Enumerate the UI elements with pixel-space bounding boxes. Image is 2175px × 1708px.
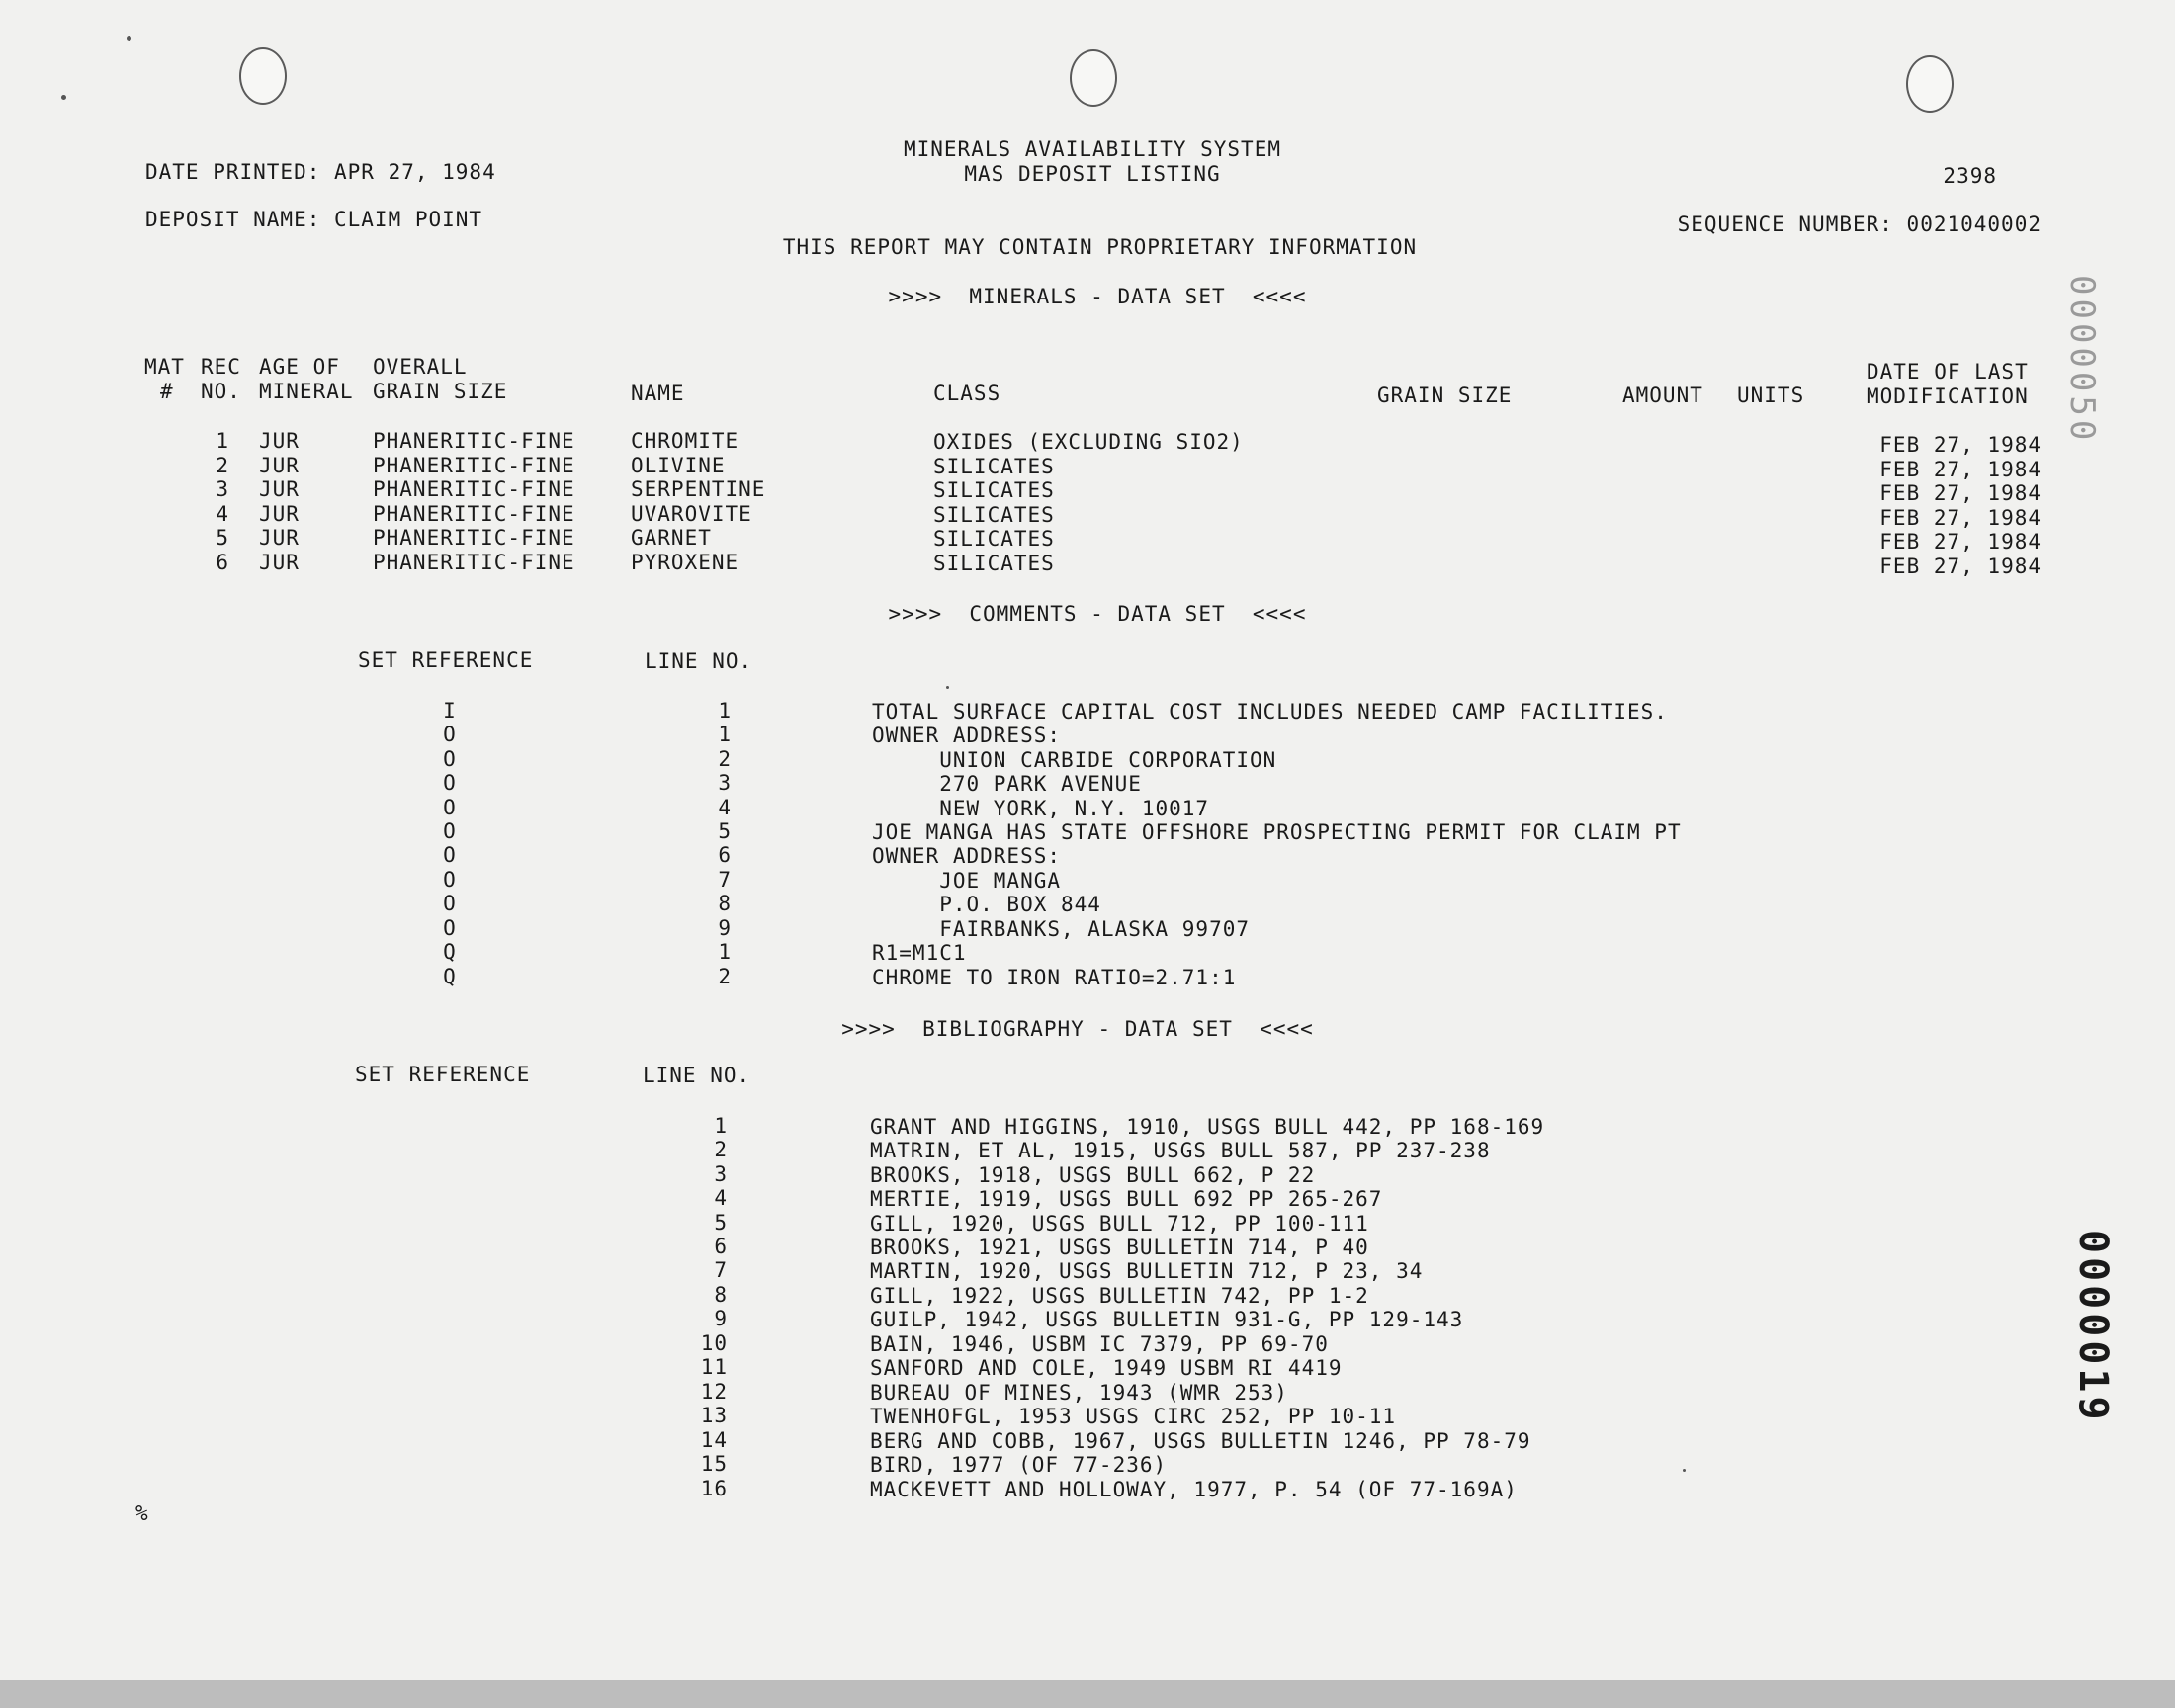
- mineral-class: SILICATES: [933, 552, 1055, 575]
- mineral-class: OXIDES (EXCLUDING SIO2): [933, 430, 1244, 454]
- reference-text: MATRIN, ET AL, 1915, USGS BULL 587, PP 237-238: [870, 1139, 1491, 1162]
- age-of-mineral: JUR: [259, 551, 300, 574]
- overall-grain-size: PHANERITIC-FINE: [373, 477, 575, 501]
- line-number: 1: [718, 699, 732, 723]
- margin-stamp-top: 0000050: [2062, 275, 2102, 445]
- line-number: 3: [718, 771, 732, 795]
- reference-text: MARTIN, 1920, USGS BULLETIN 712, P 23, 34: [870, 1259, 1424, 1283]
- reference-text: BROOKS, 1918, USGS BULL 662, P 22: [870, 1163, 1316, 1187]
- bibliography-set-reference-header: SET REFERENCE: [355, 1063, 531, 1086]
- overall-grain-size: PHANERITIC-FINE: [373, 454, 575, 477]
- set-reference: I: [443, 699, 457, 723]
- mineral-class: SILICATES: [933, 503, 1055, 527]
- header-date-of-last: DATE OF LAST: [1867, 360, 2029, 384]
- line-number: 1: [718, 723, 732, 746]
- line-number: 5: [718, 819, 732, 843]
- header-rec: REC: [201, 355, 241, 379]
- comment-text: TOTAL SURFACE CAPITAL COST INCLUDES NEEDED CAMP FACILITIES.: [872, 700, 1668, 724]
- line-number: 8: [718, 892, 732, 915]
- modification-date: FEB 27, 1984: [1879, 481, 2042, 505]
- margin-stamp-bottom: 0000019: [2070, 1230, 2116, 1424]
- reference-text: BIRD, 1977 (OF 77-236): [870, 1453, 1168, 1477]
- reference-text: BAIN, 1946, USBM IC 7379, PP 69-70: [870, 1332, 1329, 1356]
- set-reference: Q: [443, 965, 457, 988]
- comment-text: FAIRBANKS, ALASKA 99707: [872, 917, 1251, 941]
- mineral-class: SILICATES: [933, 455, 1055, 478]
- sequence-number: SEQUENCE NUMBER: 0021040002: [1677, 213, 2042, 236]
- comments-set-reference-header: SET REFERENCE: [358, 648, 534, 672]
- set-reference: O: [443, 723, 457, 746]
- line-number: 4: [718, 796, 732, 819]
- header-hash: #: [160, 380, 174, 403]
- overall-grain-size: PHANERITIC-FINE: [373, 551, 575, 574]
- comment-text: P.O. BOX 844: [872, 893, 1101, 916]
- header-name: NAME: [631, 382, 685, 405]
- reference-text: GRANT AND HIGGINS, 1910, USGS BULL 442, PP 168-169: [870, 1115, 1545, 1139]
- percent-mark: %: [135, 1501, 149, 1525]
- modification-date: FEB 27, 1984: [1879, 433, 2042, 457]
- speck: [946, 686, 949, 689]
- punch-hole-left: [239, 47, 287, 105]
- punch-hole-right: [1906, 55, 1954, 113]
- modification-date: FEB 27, 1984: [1879, 555, 2042, 578]
- age-of-mineral: JUR: [259, 477, 300, 501]
- age-of-mineral: JUR: [259, 502, 300, 526]
- age-of-mineral: JUR: [259, 429, 300, 453]
- comment-text: OWNER ADDRESS:: [872, 724, 1062, 747]
- line-number: 6: [718, 843, 732, 867]
- set-reference: O: [443, 747, 457, 771]
- line-number: 2: [718, 747, 732, 771]
- modification-date: FEB 27, 1984: [1879, 506, 2042, 530]
- reference-text: BERG AND COBB, 1967, USGS BULLETIN 1246, PP 78-79: [870, 1429, 1531, 1453]
- reference-text: MACKEVETT AND HOLLOWAY, 1977, P. 54 (OF 77-169A): [870, 1478, 1518, 1501]
- reference-text: TWENHOFGL, 1953 USGS CIRC 252, PP 10-11: [870, 1405, 1397, 1428]
- comment-text: CHROME TO IRON RATIO=2.71:1: [872, 966, 1237, 989]
- mineral-class: SILICATES: [933, 527, 1055, 551]
- line-number: 15: [700, 1452, 728, 1476]
- line-number: 6: [714, 1235, 728, 1258]
- header-amount: AMOUNT: [1622, 384, 1703, 407]
- comment-text: UNION CARBIDE CORPORATION: [872, 748, 1277, 772]
- set-reference: O: [443, 916, 457, 940]
- page-number: 2398: [1943, 164, 1997, 188]
- comments-section-title: >>>> COMMENTS - DATA SET <<<<: [888, 602, 1307, 626]
- header-overall: OVERALL: [373, 355, 468, 379]
- mineral-name: GARNET: [631, 526, 712, 550]
- comment-text: JOE MANGA HAS STATE OFFSHORE PROSPECTING PERMIT FOR CLAIM PT: [872, 820, 1682, 844]
- line-number: 1: [714, 1114, 728, 1138]
- header-mat: MAT: [144, 355, 185, 379]
- minerals-section-title: >>>> MINERALS - DATA SET <<<<: [888, 285, 1307, 308]
- modification-date: FEB 27, 1984: [1879, 458, 2042, 481]
- line-number: 10: [700, 1331, 728, 1355]
- rec-number: 1: [216, 429, 229, 453]
- header-age-of: AGE OF: [259, 355, 340, 379]
- speck: [127, 36, 131, 41]
- reference-text: GILL, 1920, USGS BULL 712, PP 100-111: [870, 1212, 1369, 1236]
- speck: [61, 95, 66, 100]
- set-reference: Q: [443, 940, 457, 964]
- comments-line-no-header: LINE NO.: [645, 649, 753, 673]
- reference-text: GUILP, 1942, USGS BULLETIN 931-G, PP 129-143: [870, 1308, 1464, 1331]
- comment-text: JOE MANGA: [872, 869, 1062, 893]
- rec-number: 2: [216, 454, 229, 477]
- line-number: 7: [714, 1258, 728, 1282]
- header-no: NO.: [201, 380, 241, 403]
- mineral-name: OLIVINE: [631, 454, 726, 477]
- mineral-name: PYROXENE: [631, 551, 740, 574]
- mineral-class: SILICATES: [933, 478, 1055, 502]
- mineral-name: UVAROVITE: [631, 502, 752, 526]
- line-number: 1: [718, 940, 732, 964]
- bibliography-line-no-header: LINE NO.: [643, 1064, 751, 1087]
- rec-number: 5: [216, 526, 229, 550]
- rec-number: 3: [216, 477, 229, 501]
- line-number: 3: [714, 1162, 728, 1186]
- rec-number: 6: [216, 551, 229, 574]
- header-class: CLASS: [933, 382, 1001, 405]
- set-reference: O: [443, 771, 457, 795]
- line-number: 2: [718, 965, 732, 988]
- age-of-mineral: JUR: [259, 526, 300, 550]
- line-number: 8: [714, 1283, 728, 1307]
- bibliography-section-title: >>>> BIBLIOGRAPHY - DATA SET <<<<: [841, 1017, 1314, 1041]
- rec-number: 4: [216, 502, 229, 526]
- reference-text: BUREAU OF MINES, 1943 (WMR 253): [870, 1381, 1288, 1405]
- modification-date: FEB 27, 1984: [1879, 530, 2042, 554]
- line-number: 4: [714, 1186, 728, 1210]
- line-number: 12: [700, 1380, 728, 1404]
- line-number: 13: [700, 1404, 728, 1427]
- line-number: 5: [714, 1211, 728, 1235]
- comment-text: R1=M1C1: [872, 941, 967, 965]
- date-printed: DATE PRINTED: APR 27, 1984: [145, 160, 496, 184]
- listing-title: MAS DEPOSIT LISTING: [964, 162, 1221, 186]
- line-number: 9: [718, 916, 732, 940]
- overall-grain-size: PHANERITIC-FINE: [373, 526, 575, 550]
- set-reference: O: [443, 819, 457, 843]
- comment-text: NEW YORK, N.Y. 10017: [872, 797, 1210, 820]
- system-title: MINERALS AVAILABILITY SYSTEM: [903, 137, 1281, 161]
- proprietary-notice: THIS REPORT MAY CONTAIN PROPRIETARY INFORMATION: [782, 235, 1418, 259]
- line-number: 11: [700, 1355, 728, 1379]
- overall-grain-size: PHANERITIC-FINE: [373, 502, 575, 526]
- line-number: 7: [718, 868, 732, 892]
- deposit-name: DEPOSIT NAME: CLAIM POINT: [145, 208, 483, 231]
- line-number: 14: [700, 1428, 728, 1452]
- line-number: 16: [700, 1477, 728, 1500]
- set-reference: O: [443, 868, 457, 892]
- reference-text: MERTIE, 1919, USGS BULL 692 PP 265-267: [870, 1187, 1383, 1211]
- set-reference: O: [443, 892, 457, 915]
- header-overall-grain-size: GRAIN SIZE: [373, 380, 508, 403]
- header-modification: MODIFICATION: [1867, 384, 2029, 408]
- comment-text: 270 PARK AVENUE: [872, 772, 1142, 796]
- line-number: 9: [714, 1307, 728, 1330]
- overall-grain-size: PHANERITIC-FINE: [373, 429, 575, 453]
- speck: [1683, 1469, 1686, 1472]
- mineral-name: SERPENTINE: [631, 477, 766, 501]
- reference-text: GILL, 1922, USGS BULLETIN 742, PP 1-2: [870, 1284, 1369, 1308]
- set-reference: O: [443, 843, 457, 867]
- reference-text: BROOKS, 1921, USGS BULLETIN 714, P 40: [870, 1236, 1369, 1259]
- header-units: UNITS: [1737, 384, 1805, 407]
- comment-text: OWNER ADDRESS:: [872, 844, 1062, 868]
- header-mineral: MINERAL: [259, 380, 354, 403]
- line-number: 2: [714, 1138, 728, 1161]
- reference-text: SANFORD AND COLE, 1949 USBM RI 4419: [870, 1356, 1343, 1380]
- set-reference: O: [443, 796, 457, 819]
- punch-hole-center: [1070, 49, 1117, 107]
- mineral-name: CHROMITE: [631, 429, 740, 453]
- age-of-mineral: JUR: [259, 454, 300, 477]
- header-grain-size: GRAIN SIZE: [1377, 384, 1513, 407]
